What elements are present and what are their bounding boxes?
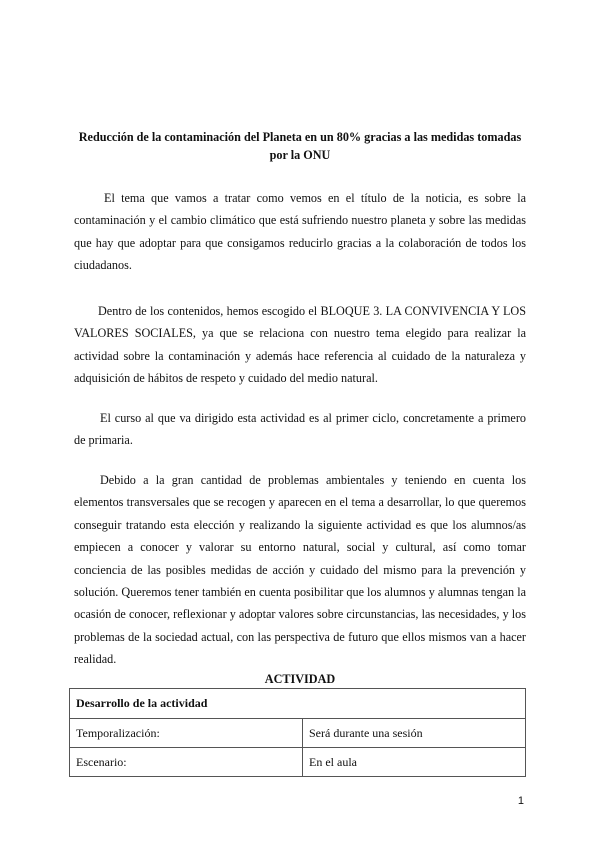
paragraph-course: El curso al que va dirigido esta actividad es al primer ciclo, concretamente a primero de primaria.: [74, 411, 526, 448]
activity-heading: ACTIVIDAD: [264, 672, 336, 686]
document-title: Reducción de la contaminación del Planeta en un 80% gracias a las medidas tomadas por la ONU: [78, 130, 522, 162]
table-row: [70, 748, 526, 777]
paragraph-objectives: Debido a la gran cantidad de problemas ambientales y teniendo en cuenta los elementos transversales que se recogen y aparecen en el tema a desarrollar, lo que queremos conseguir tratando esta elección y realizando la siguiente actividad es que los alumnos/as empiecen a conocer y valorar su entorno natural, social y cultural, así como tomar conciencia de las posibles medidas de acción y cuidado del mismo para la prevención y solución. Queremos tener también en cuenta posibilitar que los alumnos y alumnas tengan la ocasión de conocer, reflexionar y adoptar valores sobre circunstancias, las necesidades, y los problemas de la sociedad actual, con las perspectiva de futuro que ellos mismos van a hacer realidad.: [74, 473, 526, 667]
table-header-cell: Desarrollo de la actividad: [70, 689, 526, 719]
paragraph-contents: Dentro de los contenidos, hemos escogido el BLOQUE 3. LA CONVIVENCIA Y LOS VALORES SOCIALES, ya que se relaciona con nuestro tema elegido para realizar la actividad sobre la contaminación y además hace referencia al cuidado de la naturaleza y adquisición de hábitos de respeto y cuidado del medio natural.: [74, 304, 526, 386]
paragraph-topic: El tema que vamos a tratar como vemos en el título de la noticia, es sobre la contaminación y el cambio climático que está sufriendo nuestro planeta y sobre las medidas que hay que adoptar para que consigamos reducirlo gracias a la colaboración de todos los ciudadanos.: [74, 191, 526, 273]
table-label-cell: Escenario:: [70, 748, 303, 777]
activity-table: [69, 688, 526, 777]
table-value-cell: Será durante una sesión: [303, 719, 526, 748]
table-value-cell: En el aula: [303, 748, 526, 777]
table-row: [70, 719, 526, 748]
table-label-cell: Temporalización:: [70, 719, 303, 748]
page-number: 1: [517, 795, 524, 807]
table-header-row: [70, 689, 526, 719]
